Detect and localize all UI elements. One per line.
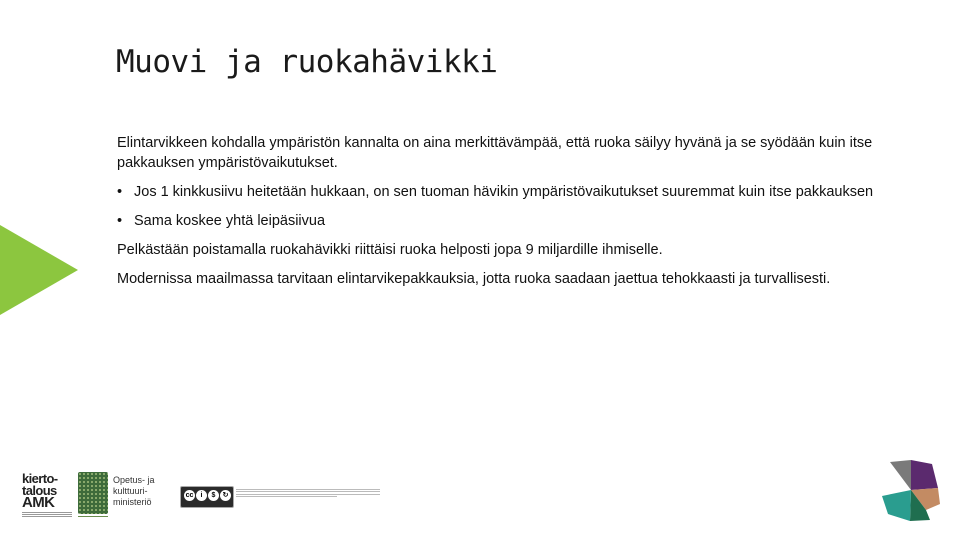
bullet-dot: • <box>117 213 123 229</box>
ministry-line: Opetus- ja <box>113 475 155 485</box>
bullet-list <box>117 182 937 231</box>
logo-text-line: kierto- <box>22 471 58 486</box>
logo-text-line: talous <box>22 483 57 498</box>
pinwheel-blade <box>890 460 911 490</box>
slide-body <box>117 133 937 298</box>
nc-icon: $ <box>208 490 219 501</box>
kiertotalous-amk-logo <box>20 473 72 519</box>
ministry-line: kulttuuri- <box>113 486 148 496</box>
sa-icon: ↻ <box>220 490 231 501</box>
seal-underline <box>78 516 108 517</box>
slide-title: Muovi ja ruokahävikki <box>116 44 498 80</box>
bullet-item <box>117 182 937 202</box>
bullet-text: Sama koskee yhtä leipäsiivua <box>134 213 326 229</box>
intro-paragraph: Elintarvikkeen kohdalla ympäristön kannalta on aina merkittävämpää, että ruoka säilyy hyvänä ja se syödään kuin itse pakkauksen ympäristövaikutukset. <box>117 135 873 171</box>
logo-text-line: AMK <box>22 494 55 511</box>
bullet-dot: • <box>117 184 123 200</box>
footer-logos <box>20 468 370 520</box>
ministry-seal-icon <box>78 472 108 514</box>
bullet-text: Jos 1 kinkkusiivu heitetään hukkaan, on sen tuoman hävikin ympäristövaikutukset suuremmat kuin itse pakkauksen <box>134 184 874 200</box>
by-icon: i <box>196 490 207 501</box>
ministry-line: ministeriö <box>113 497 152 507</box>
ministry-name <box>113 475 155 508</box>
pinwheel-logo-icon <box>880 458 942 522</box>
cc-license-badge <box>180 486 234 508</box>
cc-icon: cc <box>185 492 194 499</box>
pinwheel-blade <box>882 490 911 521</box>
bullet-item <box>117 211 937 231</box>
accent-triangle <box>0 225 78 315</box>
pinwheel-blade <box>911 460 938 490</box>
license-fine-print <box>236 487 380 499</box>
packaging-paragraph: Modernissa maailmassa tarvitaan elintarvikepakkauksia, jotta ruoka saadaan jaettua tehokkaasti ja turvallisesti. <box>117 271 831 287</box>
logo-fine-print <box>22 511 72 518</box>
food-waste-paragraph: Pelkästään poistamalla ruokahävikki riittäisi ruoka helposti jopa 9 miljardille ihmiselle. <box>117 242 663 258</box>
